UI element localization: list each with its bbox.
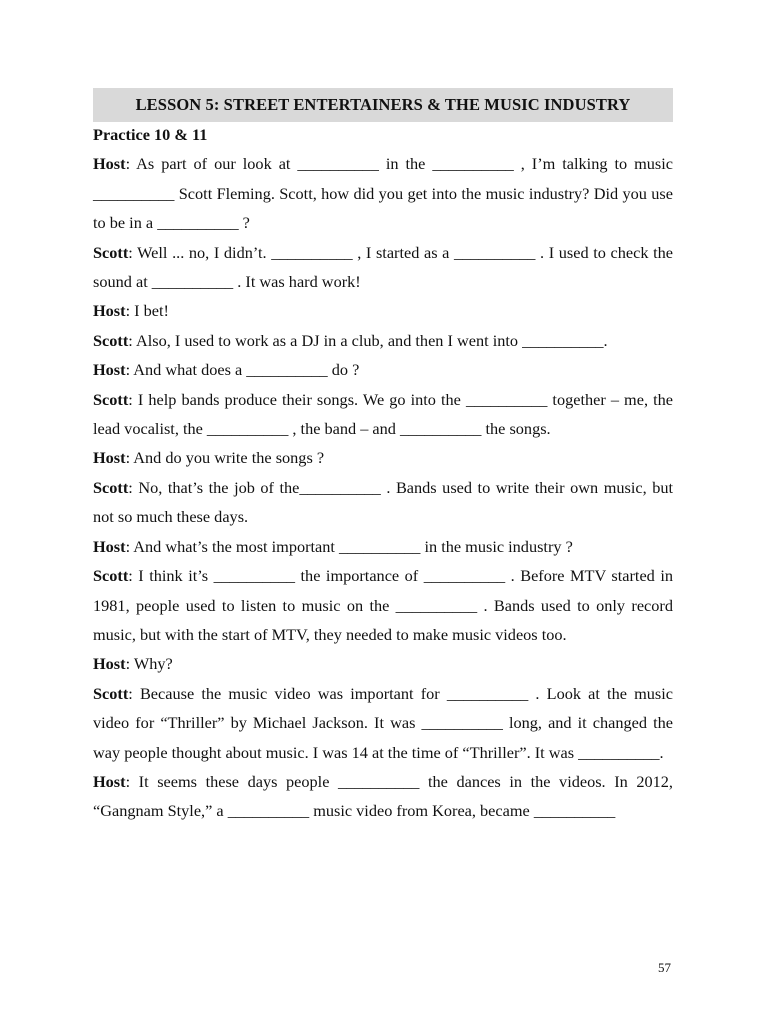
dialogue-line [93, 443, 673, 472]
page-number: 57 [658, 960, 671, 975]
dialogue-line [93, 532, 673, 561]
dialogue-line [93, 561, 673, 649]
line-text: : And what does a __________ do ? [125, 360, 360, 380]
dialogue-line [93, 355, 673, 384]
dialogue-body [93, 120, 673, 826]
dialogue-line [93, 296, 673, 325]
speaker-name: Host [93, 301, 126, 321]
line-text: : I bet! [125, 301, 169, 321]
speaker-name: Scott [93, 566, 129, 586]
speaker-name: Scott [93, 389, 129, 409]
lesson-title: LESSON 5: STREET ENTERTAINERS & THE MUSIC INDUSTRY [93, 88, 673, 122]
line-text: : Also, I used to work as a DJ in a club, and then I went into __________. [128, 330, 608, 350]
line-text: : Because the music video was important for __________ . Look at the music video for “Thriller” by Michael Jackson. It was __________ long, and it changed the way people thought about music. I was 14 at the time of “Thriller”. It was __________. [93, 683, 673, 762]
line-text: : As part of our look at __________ in the __________ , I’m talking to music __________ Scott Fleming. Scott, how did you get into the music industry? Did you use to be in a __________ ? [93, 154, 673, 233]
line-text: : And do you write the songs ? [125, 448, 325, 468]
dialogue-line [93, 326, 673, 355]
line-text: : I think it’s __________ the importance of __________ . Before MTV started in 1981, people used to listen to music on the __________ . Bands used to only record music, but with the start of MTV, they needed to make music videos too. [93, 566, 673, 644]
dialogue-line [93, 473, 673, 532]
dialogue-line [93, 649, 673, 678]
speaker-name: Scott [93, 477, 129, 497]
practice-label: Practice 10 & 11 [93, 125, 208, 144]
line-text: : Why? [125, 654, 173, 674]
dialogue-line [93, 767, 673, 826]
line-text: : No, that’s the job of the__________ . Bands used to write their own music, but not so much these days. [93, 477, 673, 527]
speaker-name: Host [93, 536, 126, 556]
speaker-name: Host [93, 771, 126, 791]
speaker-name: Scott [93, 683, 129, 703]
speaker-name: Scott [93, 242, 129, 262]
speaker-name: Host [93, 654, 126, 674]
speaker-name: Host [93, 360, 126, 380]
dialogue-line [93, 238, 673, 297]
dialogue-line [93, 679, 673, 767]
line-text: : Well ... no, I didn’t. __________ , I started as a __________ . I used to check the sound at __________ . It was hard work! [93, 242, 673, 292]
speaker-name: Host [93, 154, 126, 174]
line-text: : I help bands produce their songs. We go into the __________ together – me, the lead vocalist, the __________ , the band – and __________ the songs. [93, 389, 673, 439]
line-text: : It seems these days people __________ the dances in the videos. In 2012, “Gangnam Style,” a __________ music video from Korea, became __________ [93, 771, 673, 821]
dialogue-line [93, 385, 673, 444]
speaker-name: Scott [93, 330, 129, 350]
dialogue-line [93, 149, 673, 237]
speaker-name: Host [93, 448, 126, 468]
line-text: : And what’s the most important __________ in the music industry ? [125, 536, 573, 556]
